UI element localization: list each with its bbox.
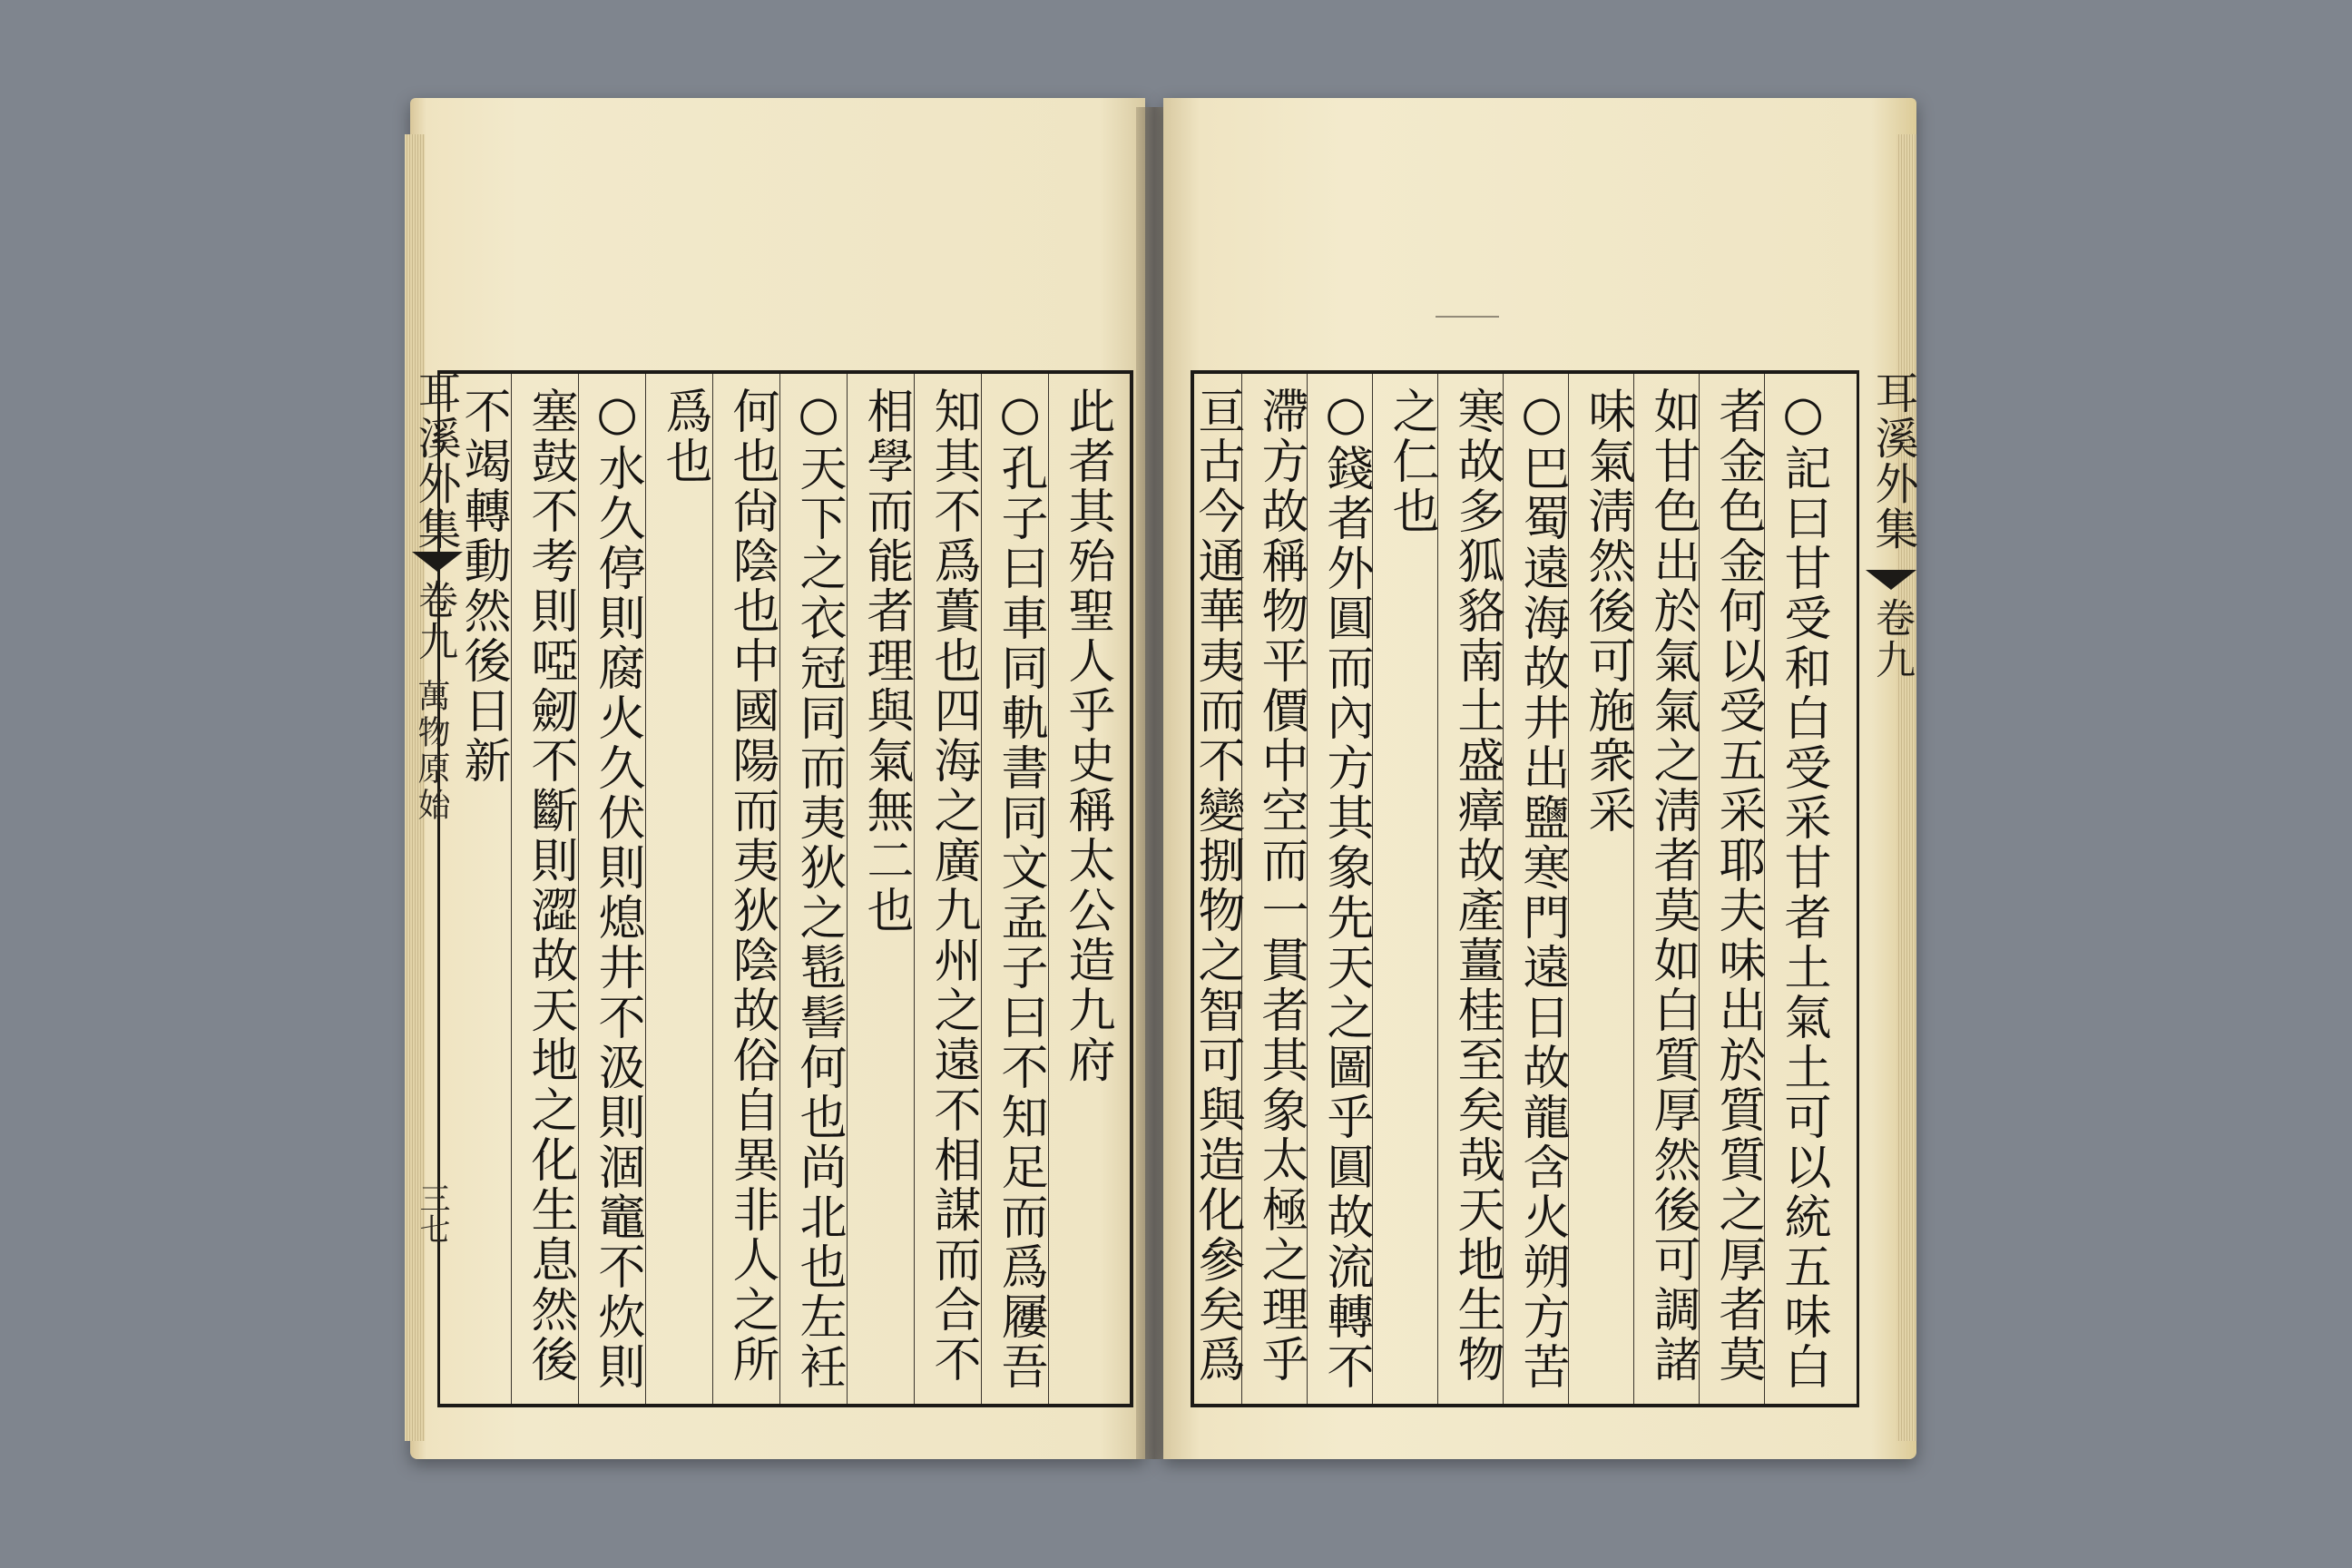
left-page bbox=[410, 98, 1145, 1459]
fishtail-mark bbox=[412, 552, 463, 572]
column-rule bbox=[914, 374, 915, 1404]
left-column-1: 此者其殆聖人乎史稱太公造九府 bbox=[1060, 387, 1114, 1085]
right-column-7: 之仁也 bbox=[1384, 387, 1438, 536]
left-margin-volume: 卷九 bbox=[411, 579, 457, 662]
column-rule bbox=[1048, 374, 1049, 1404]
left-column-5: ○天下之衣冠同而夷狄之髢髻何也尚北也左衽 bbox=[791, 387, 846, 1392]
left-column-8: ○水久停則腐火久伏則熄井不汲則涸竈不炊則 bbox=[590, 387, 644, 1392]
left-column-2: ○孔子曰車同軌書同文孟子曰不知足而爲屨吾 bbox=[993, 387, 1047, 1392]
right-page-edges bbox=[1896, 134, 1916, 1441]
left-column-6: 何也尙陰也中國陽而夷狄陰故俗自異非人之所 bbox=[724, 387, 779, 1385]
right-column-3: 如甘色出於氣氣之淸者莫如白質厚然後可調諸 bbox=[1645, 387, 1700, 1385]
column-rule bbox=[981, 374, 982, 1404]
left-column-3: 知其不爲蕢也四海之廣九州之遠不相謀而合不 bbox=[926, 387, 980, 1385]
right-column-2: 者金色金何以受五采耶夫味出於質質之厚者莫 bbox=[1710, 387, 1765, 1385]
right-column-10: 亘古今通華夷而不變捌物之智可與造化參矣爲 bbox=[1190, 387, 1244, 1385]
left-column-9: 塞鼓不考則啞劒不斷則澀故天地之化生息然後 bbox=[523, 387, 577, 1385]
right-column-1: ○記曰甘受和白受采甘者土氣土可以統五味白 bbox=[1776, 387, 1830, 1392]
left-column-10: 不竭轉動然後日新 bbox=[456, 387, 510, 786]
column-rule bbox=[578, 374, 579, 1404]
right-column-8: ○錢者外圓而內方其象先天之圖乎圓故流轉不 bbox=[1318, 387, 1373, 1392]
column-rule bbox=[645, 374, 646, 1404]
column-rule bbox=[712, 374, 713, 1404]
column-rule bbox=[511, 374, 512, 1404]
right-column-9: 滯方故稱物平價中空而一貫者其象太極之理乎 bbox=[1253, 387, 1308, 1385]
left-column-7: 爲也 bbox=[657, 387, 711, 486]
right-margin-volume: 卷九 bbox=[1868, 597, 1915, 681]
pencil-mark bbox=[1436, 316, 1499, 318]
right-margin-title: 耳溪外集 bbox=[1867, 370, 1918, 552]
right-column-6: 寒故多狐貉南土盛瘴故產薑桂至矣哉天地生物 bbox=[1449, 387, 1504, 1385]
left-margin-title: 耳溪外集 bbox=[410, 370, 461, 552]
right-column-4: 味氣淸然後可施衆采 bbox=[1580, 387, 1634, 836]
right-text-frame bbox=[1191, 370, 1859, 1407]
left-page-number: 三七 bbox=[414, 1182, 450, 1244]
right-page bbox=[1163, 98, 1916, 1459]
column-rule bbox=[779, 374, 780, 1404]
right-column-5: ○巴蜀遠海故井出鹽寒門遠日故龍含火朔方苦 bbox=[1514, 387, 1569, 1392]
left-text-frame bbox=[437, 370, 1133, 1407]
open-book bbox=[410, 98, 1916, 1468]
column-rule bbox=[847, 374, 848, 1404]
left-column-4: 相學而能者理與氣無二也 bbox=[858, 387, 913, 936]
fishtail-mark bbox=[1866, 570, 1916, 590]
left-margin-section: 萬物原始 bbox=[413, 679, 450, 824]
